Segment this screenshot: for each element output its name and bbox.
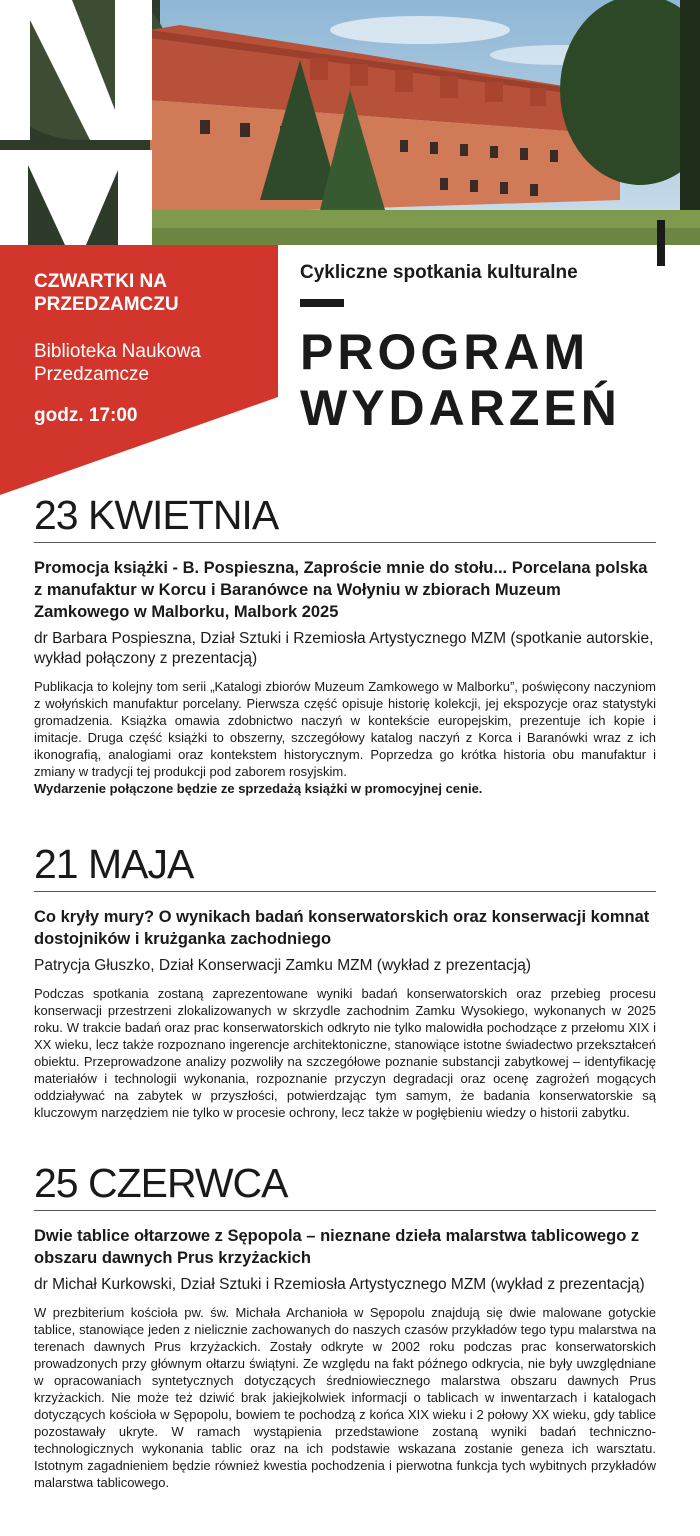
event-author: dr Michał Kurkowski, Dział Sztuki i Rzemiosła Artystycznego MZM (wykład z prezentacją) — [34, 1276, 645, 1293]
venue: Biblioteka Naukowa Przedzamcze — [34, 341, 201, 385]
header-photo — [0, 0, 700, 245]
event-date: 21 MAJA — [34, 841, 656, 892]
event-author: dr Barbara Pospieszna, Dział Sztuki i Rzemiosła Artystycznego MZM (spotkanie autorskie, wykład połączony z prezentacją) — [34, 630, 654, 667]
event-description: W prezbiterium kościoła pw. św. Michała Archanioła w Sępopolu znajdują się dwie malowane gotyckie tablice, stanowiące jeden z nielicznie zachowanych do naszych czasów przykładów tego typu malarstwa na terenach dawnych Prus krzyżackich. Zostały odkryte w 2002 roku podczas prac konserwatorskich prowadzonych przy głównym ołtarzu świątyni. Ze względu na fakt późnego odkrycia, nie były uwzględniane w opracowaniach syntetycznych dotyczących średniowiecznego malarstwa obszaru dawnych Prus krzyżackich. Nie może też dziwić brak jakiejkolwiek informacji o tablicach w inwentarzach i katalogach dotyczących kościoła w Sępopolu, bowiem te pochodzą z końca XIX wieku i 2 połowy XX wieku, gdy tablice pozostawały ukryte. W ramach wystąpienia przedstawione zostaną wyniki badań techniczno-technologicznych wykonania tablic oraz na ich podstawie wskazana zostanie geneza ich warsztatu. Istotnym zagadnieniem będzie również kwestia pochodzenia i pierwotna funkcja tych wybitnych przykładów malarstwa tablicowego. — [34, 1305, 656, 1490]
event-author: Patrycja Głuszko, Dział Konserwacji Zamku MZM (wykład z prezentacją) — [34, 957, 531, 974]
page-title-line2: WYDARZEŃ — [300, 380, 621, 436]
series-title: CZWARTKI NA PRZEDZAMCZU — [34, 271, 179, 315]
event-date: 23 KWIETNIA — [34, 492, 656, 543]
page-title-line1: PROGRAM — [300, 324, 590, 380]
event-title: Dwie tablice ołtarzowe z Sępopola – nieznane dzieła malarstwa tablicowego z obszaru dawnych Prus krzyżackich — [34, 1227, 640, 1267]
divider-dash — [300, 299, 344, 307]
event-title: Promocja książki - B. Pospieszna, Zaproście mnie do stołu... Porcelana polska z manufaktur w Korcu i Baranówce na Wołyniu w zbiorach Muzeum Zamkowego w Malborku, Malbork 2025 — [34, 559, 648, 621]
event-title: Co kryły mury? O wynikach badań konserwatorskich oraz konserwacji komnat dostojników i krużganka zachodniego — [34, 908, 650, 948]
event-3 — [34, 1160, 656, 1491]
event-2 — [34, 841, 656, 1121]
event-note: Wydarzenie połączone będzie ze sprzedażą książki w promocyjnej cenie. — [34, 781, 483, 796]
subtitle: Cykliczne spotkania kulturalne — [300, 262, 578, 283]
page-title — [300, 324, 621, 436]
event-date: 25 CZERWCA — [34, 1160, 656, 1211]
decorative-bar — [657, 220, 665, 266]
event-description: Podczas spotkania zostaną zaprezentowane wyniki badań konserwatorskich oraz przebieg procesu konserwacji przestrzeni zlokalizowanych w skrzydle zachodnim Zamku Wysokiego, wykonanych w 2025 roku. W trakcie badań oraz prac konserwatorskich odkryto nie tylko malowidła pochodzące z przełomu XIX i XX wieku, lecz także rozpoznano ingerencje architektoniczne, stanowiące istotne świadectwo przekształceń obiektu. Przeprowadzone analizy pozwoliły na szczegółowe poznanie substancji zabytkowej – identyfikację materiałów i technologii wykonania, rozpoznanie przyczyn degradacji oraz ocenę zagrożeń mogących oddziaływać na zabytek w przyszłości, potwierdzając tym samym, że badania konserwatorskie są kluczowym narzędziem nie tylko w procesie ochrony, lecz także w pogłębieniu wiedzy o historii zabytku. — [34, 986, 656, 1120]
event-1 — [34, 492, 656, 797]
event-description: Publikacja to kolejny tom serii „Katalogi zbiorów Muzeum Zamkowego w Malborku”, poświęcony naczyniom z wołyńskich manufaktur porcelany. Pierwsza część opisuje historię kolekcji, jej ekspozycje oraz statystyki gromadzenia. Książka omawia zdobnictwo naczyń w kontekście europejskim, prezentuje ich kopie i imitacje. Druga część książki to obszerny, szczegółowy katalog naczyń z Korca i Baranówki wraz z ich ikonografią, analogiami oraz kontekstem historycznym. Poprzedza go krótka historia obu manufaktur i zmiany w tradycji tej produkcji pod zaborem rosyjskim. — [34, 679, 656, 779]
event-time: godz. 17:00 — [34, 405, 138, 426]
